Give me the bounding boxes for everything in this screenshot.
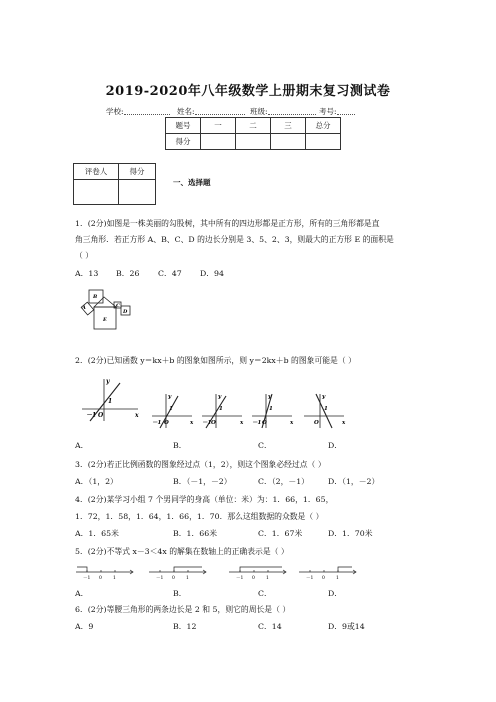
q4-option-a[interactable]: A．1．65米 xyxy=(75,529,119,538)
q5-option-d-numberline xyxy=(298,564,358,584)
q4-text-line2: 1．72，1．58，1．64，1．66，1．70．那么这组数据的众数是（ ） xyxy=(75,512,324,521)
tick-neg1: －1 xyxy=(202,420,212,426)
q1-text-line2: 角三角形．若正方形 A、B、C、D 的边长分别是 3、5、2、3，则最大的正方形 E 的面积是 xyxy=(75,235,394,244)
tick-label: 0 xyxy=(322,576,325,581)
q2-option-c[interactable]: C． xyxy=(258,441,272,450)
score-header-cell: 总分 xyxy=(306,118,341,134)
score-header-cell: 题号 xyxy=(166,118,201,134)
q2-option-a[interactable]: A． xyxy=(75,441,89,450)
q1-option-b[interactable]: B．26 xyxy=(116,269,140,278)
q6-text: 6．(2分)等腰三角形的两条边长是 2 和 5，则它的周长是（ ） xyxy=(75,605,291,614)
q2-option-d[interactable]: D． xyxy=(328,441,343,450)
grader-score-cell[interactable] xyxy=(119,180,156,205)
tick-neg1: －1 xyxy=(86,412,97,419)
name-blank xyxy=(195,114,245,115)
score-row-label: 得分 xyxy=(166,134,201,150)
q5-option-c-numberline xyxy=(228,564,288,584)
grader-table xyxy=(73,163,156,205)
tick-1: 1 xyxy=(324,406,328,412)
q4-option-c[interactable]: C．1．67米 xyxy=(258,529,303,538)
q5-option-d[interactable]: D． xyxy=(328,589,343,598)
q2-option-a-graph xyxy=(150,392,196,430)
axis-x: x xyxy=(290,420,294,426)
q2-option-c-graph xyxy=(250,392,296,430)
tick-label: 1 xyxy=(113,576,116,581)
q5-option-b-numberline xyxy=(148,564,208,584)
score-table xyxy=(165,117,341,150)
origin: O xyxy=(98,412,104,419)
tick-label: 0 xyxy=(252,576,255,581)
origin: O xyxy=(211,420,216,426)
grader-cell[interactable] xyxy=(74,180,119,205)
score-header-cell: 三 xyxy=(271,118,306,134)
q1-text-line3: （ ） xyxy=(75,251,94,260)
q5-option-a[interactable]: A． xyxy=(75,589,89,598)
axis-x: x xyxy=(190,420,194,426)
label-c: C xyxy=(116,303,120,309)
number-blank xyxy=(337,114,355,115)
q4-option-b[interactable]: B．1．66米 xyxy=(173,529,218,538)
tick-1: 1 xyxy=(269,406,273,412)
number-label: 考号: xyxy=(319,107,337,116)
tick-label: 1 xyxy=(266,576,269,581)
q5-option-c[interactable]: C． xyxy=(258,589,272,598)
tick-label: －1 xyxy=(236,576,244,581)
q3-text: 3．(2分)若正比例函数的图象经过点（1，2），则这个图象必经过点（ ） xyxy=(75,460,326,469)
page-title: 2019-2020年八年级数学上册期末复习测试卷 xyxy=(105,84,391,99)
q4-text-line1: 4．(2分)某学习小组 7 个男同学的身高（单位：米）为：1．66，1．65， xyxy=(75,495,334,504)
score-header-cell: 一 xyxy=(201,118,236,134)
axis-y: y xyxy=(322,394,326,400)
score-cell[interactable] xyxy=(236,134,271,150)
tick-label: －1 xyxy=(306,576,314,581)
tick-label: －1 xyxy=(156,576,164,581)
q3-option-a[interactable]: A．（1，2） xyxy=(75,477,118,486)
q2-given-graph xyxy=(80,375,142,425)
q6-option-d[interactable]: D．9或14 xyxy=(328,622,365,631)
q3-option-d[interactable]: D．（1，－2） xyxy=(328,477,380,486)
class-blank xyxy=(268,114,316,115)
q5-text: 5．(2分)不等式 x－3＜4x 的解集在数轴上的正确表示是（ ） xyxy=(75,547,289,556)
origin: O xyxy=(262,420,267,426)
tick-label: 0 xyxy=(172,576,175,581)
label-d: D xyxy=(123,309,128,315)
q2-option-d-graph xyxy=(302,392,348,430)
origin: O xyxy=(314,420,319,426)
axis-x: x xyxy=(240,420,244,426)
pythagoras-tree-figure xyxy=(74,285,138,341)
grader-score-header: 得分 xyxy=(119,164,156,180)
tick-label: 1 xyxy=(336,576,339,581)
name-label: 姓名: xyxy=(177,107,195,116)
axis-x: x xyxy=(342,420,346,426)
origin: O xyxy=(164,420,169,426)
axis-y: y xyxy=(168,394,172,400)
axis-y: y xyxy=(218,394,222,400)
q2-text: 2．(2分)已知函数 y＝kx＋b 的图象如图所示，则 y＝2kx＋b 的图象可能是（ ） xyxy=(75,356,356,365)
q3-option-c[interactable]: C．（2，－1） xyxy=(258,477,309,486)
tick-1: 1 xyxy=(169,406,173,412)
label-e: E xyxy=(103,317,107,323)
q6-option-c[interactable]: C．14 xyxy=(258,622,282,631)
tick-1: 1 xyxy=(219,406,223,412)
class-label: 班级: xyxy=(250,107,268,116)
score-cell[interactable] xyxy=(271,134,306,150)
q3-option-b[interactable]: B．（－1，－2） xyxy=(173,477,232,486)
tick-neg1: －1 xyxy=(252,420,262,426)
q6-option-b[interactable]: B．12 xyxy=(173,622,197,631)
q4-option-d[interactable]: D．1．70米 xyxy=(328,529,373,538)
tick-label: －1 xyxy=(83,576,91,581)
tick-label: 0 xyxy=(99,576,102,581)
tick-label: 1 xyxy=(186,576,189,581)
q1-option-a[interactable]: A．13 xyxy=(75,269,99,278)
q5-option-b[interactable]: B． xyxy=(173,589,187,598)
q1-option-d[interactable]: D．94 xyxy=(200,269,224,278)
school-label: 学校: xyxy=(106,107,124,116)
axis-y: y xyxy=(106,378,110,385)
score-cell[interactable] xyxy=(201,134,236,150)
q2-option-b[interactable]: B． xyxy=(173,441,187,450)
axis-x: x xyxy=(135,412,139,419)
axis-y: y xyxy=(268,394,272,400)
school-blank xyxy=(124,114,170,115)
label-b: B xyxy=(93,294,98,300)
score-cell[interactable] xyxy=(306,134,341,150)
triangle-top xyxy=(94,297,116,307)
q1-text-line1: 1．(2分)如图是一株美丽的勾股树，其中所有的四边形都是正方形，所有的三角形都是直 xyxy=(75,219,380,228)
score-header-cell: 二 xyxy=(236,118,271,134)
section-title: 一、选择题 xyxy=(173,178,211,187)
tick-neg1: －1 xyxy=(152,420,162,426)
q5-option-a-numberline xyxy=(75,564,135,584)
q1-option-c[interactable]: C．47 xyxy=(158,269,182,278)
label-a: A xyxy=(82,305,86,311)
grader-header: 评卷人 xyxy=(74,164,119,180)
q6-option-a[interactable]: A．9 xyxy=(75,622,94,631)
q2-option-b-graph xyxy=(200,392,246,430)
tick-1: 1 xyxy=(108,398,113,405)
